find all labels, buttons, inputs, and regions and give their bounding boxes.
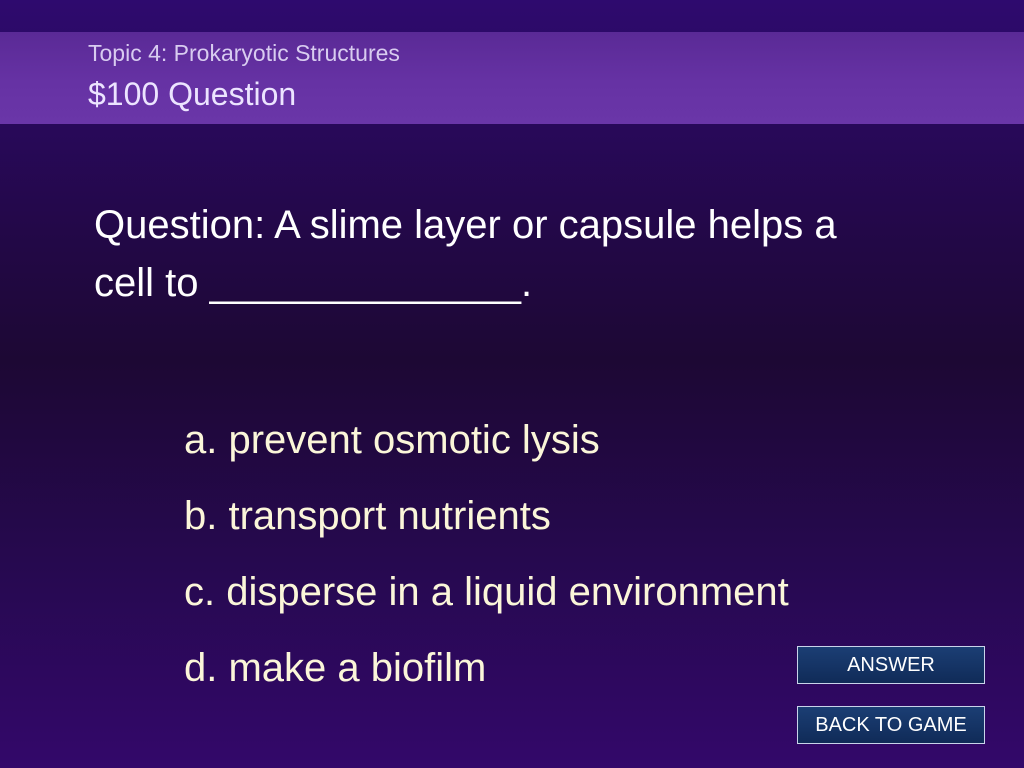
answer-options: [184, 402, 789, 706]
question-line-2: cell to ______________.: [94, 261, 533, 305]
question-value: $100 Question: [88, 76, 297, 112]
back-to-game-button[interactable]: BACK TO GAME: [797, 706, 985, 744]
question-text: [94, 196, 974, 312]
option-a: a. prevent osmotic lysis: [184, 418, 600, 462]
option-c: c. disperse in a liquid environment: [184, 570, 789, 614]
topic-title: Topic 4: Prokaryotic Structures: [88, 40, 400, 66]
option-b: b. transport nutrients: [184, 494, 551, 538]
option-d: d. make a biofilm: [184, 646, 487, 690]
question-line-1: Question: A slime layer or capsule helps a: [94, 203, 837, 247]
answer-button[interactable]: ANSWER: [797, 646, 985, 684]
